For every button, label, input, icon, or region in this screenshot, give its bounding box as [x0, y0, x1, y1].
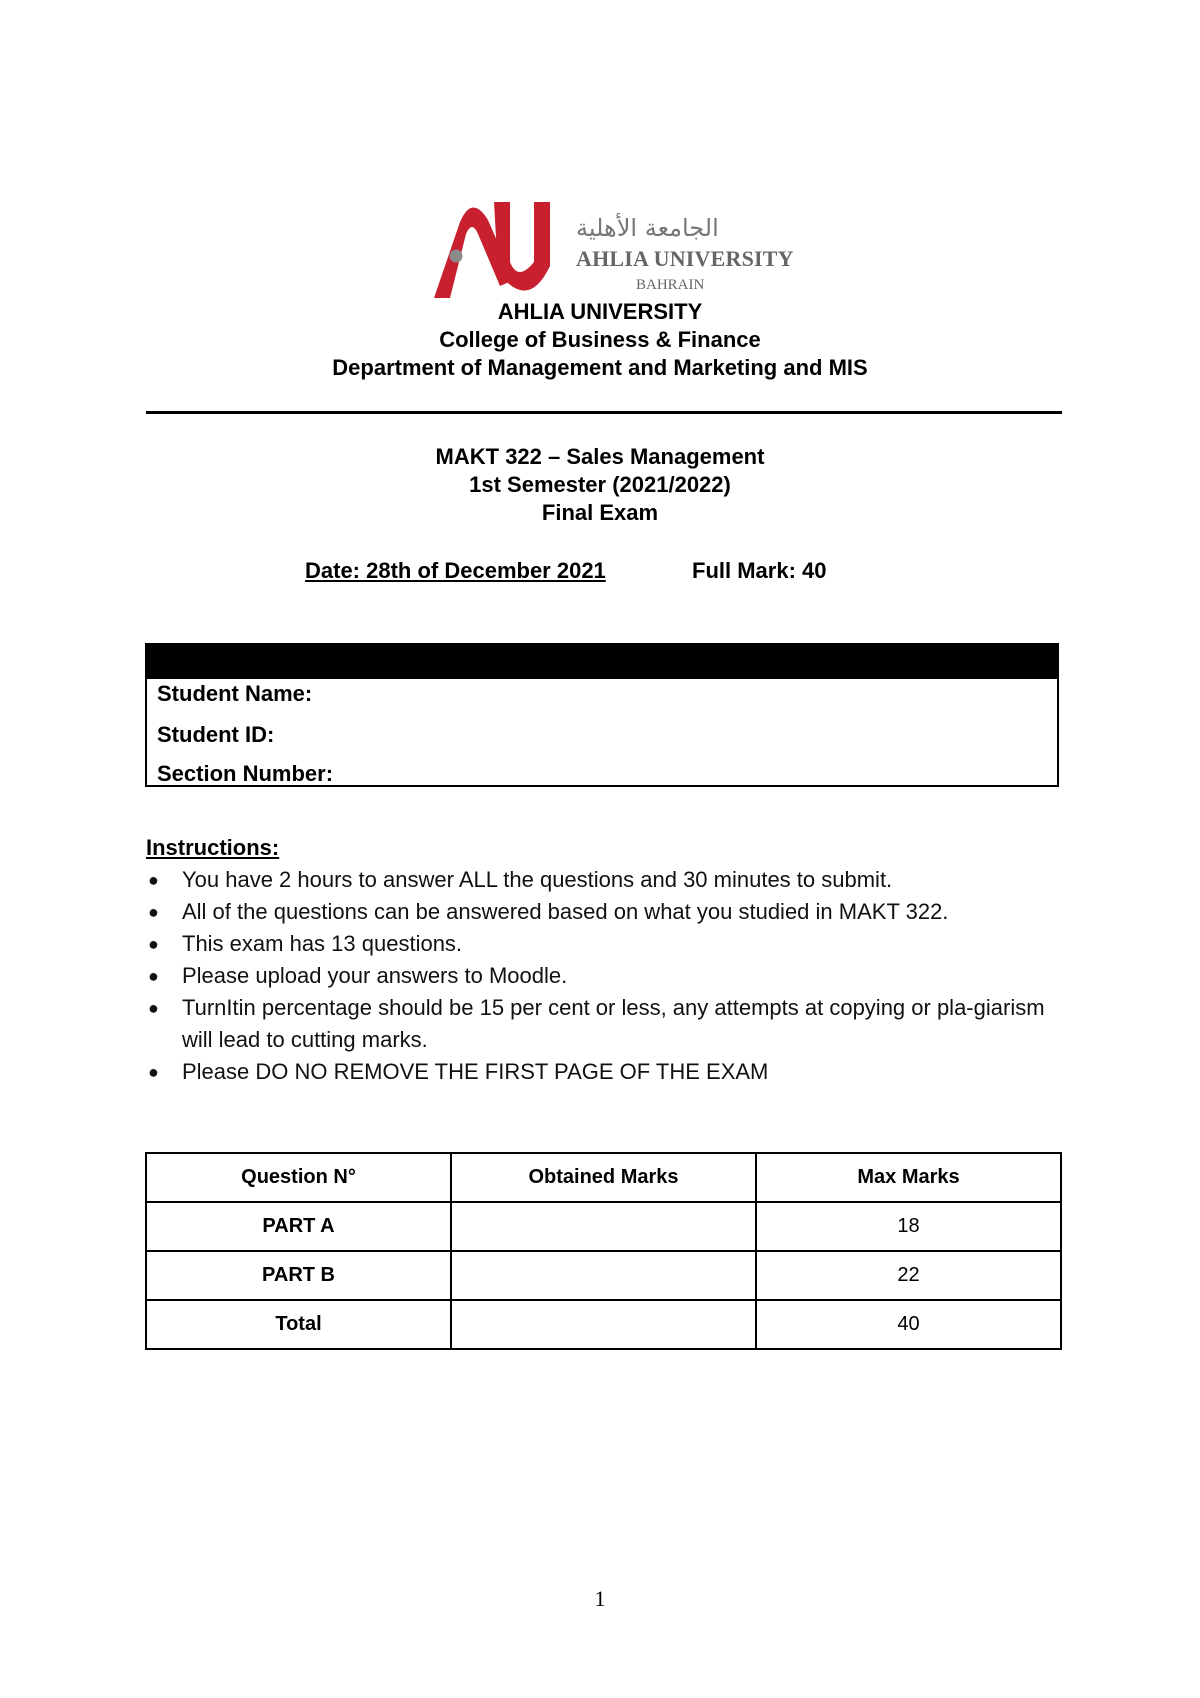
bullet-icon: ●	[148, 902, 159, 922]
college-name: College of Business & Finance	[439, 327, 761, 352]
bullet-icon: ●	[148, 870, 159, 890]
column-header-obtained: Obtained Marks	[451, 1153, 756, 1202]
table-row	[146, 1300, 1061, 1349]
instruction-text: All of the questions can be answered based on what you studied in MAKT 322.	[182, 899, 949, 924]
list-item	[146, 864, 1066, 896]
list-item	[146, 992, 1066, 1056]
instruction-text: TurnItin percentage should be 15 per cent or less, any attempts at copying or pla-giarism will lead to cutting marks.	[182, 995, 1045, 1052]
bullet-icon: ●	[148, 934, 159, 954]
page-number: 1	[594, 1586, 606, 1611]
list-item	[146, 960, 1066, 992]
instruction-text: Please DO NO REMOVE THE FIRST PAGE OF THE EXAM	[182, 1059, 769, 1084]
max-marks-cell: 18	[756, 1202, 1061, 1251]
max-marks-cell: 40	[756, 1300, 1061, 1349]
bullet-icon: ●	[148, 966, 159, 986]
question-cell: Total	[146, 1300, 451, 1349]
table-row	[146, 1251, 1061, 1300]
table-header-row	[146, 1153, 1061, 1202]
student-box-header-bar	[147, 645, 1057, 679]
question-cell: PART A	[146, 1202, 451, 1251]
logo-mark-icon	[430, 200, 580, 300]
logo-arabic-name: الجامعة الأهلية	[576, 214, 719, 242]
exam-type: Final Exam	[541, 500, 659, 525]
question-cell: PART B	[146, 1251, 451, 1300]
list-item	[146, 1056, 1066, 1088]
logo-english-name: AHLIA UNIVERSITY	[576, 246, 794, 271]
course-title: MAKT 322 – Sales Management	[435, 444, 765, 469]
university-logo	[430, 200, 794, 300]
section-number-label: Section Number:	[157, 761, 334, 786]
table-row	[146, 1202, 1061, 1251]
instruction-text: This exam has 13 questions.	[182, 931, 463, 956]
instructions-title: Instructions:	[146, 835, 280, 860]
instruction-text: Please upload your answers to Moodle.	[182, 963, 568, 988]
marks-table	[145, 1152, 1062, 1350]
column-header-question: Question N°	[146, 1153, 451, 1202]
obtained-marks-cell	[451, 1251, 756, 1300]
university-name: AHLIA UNIVERSITY	[497, 299, 703, 324]
bullet-icon: ●	[148, 998, 159, 1018]
full-mark: Full Mark: 40	[692, 558, 827, 583]
column-header-max: Max Marks	[756, 1153, 1061, 1202]
student-id-label: Student ID:	[157, 722, 275, 747]
semester: 1st Semester (2021/2022)	[469, 472, 731, 497]
bullet-icon: ●	[148, 1062, 159, 1082]
student-info-box	[145, 643, 1059, 787]
exam-date: Date: 28th of December 2021	[305, 558, 606, 583]
instruction-text: You have 2 hours to answer ALL the questions and 30 minutes to submit.	[182, 867, 893, 892]
student-name-label: Student Name:	[157, 681, 313, 706]
instructions-list	[146, 864, 1066, 1088]
department-name: Department of Management and Marketing and MIS	[332, 355, 868, 380]
header-divider	[146, 411, 1062, 414]
obtained-marks-cell	[451, 1202, 756, 1251]
obtained-marks-cell	[451, 1300, 756, 1349]
logo-country: BAHRAIN	[636, 277, 705, 293]
list-item	[146, 928, 1066, 960]
list-item	[146, 896, 1066, 928]
max-marks-cell: 22	[756, 1251, 1061, 1300]
